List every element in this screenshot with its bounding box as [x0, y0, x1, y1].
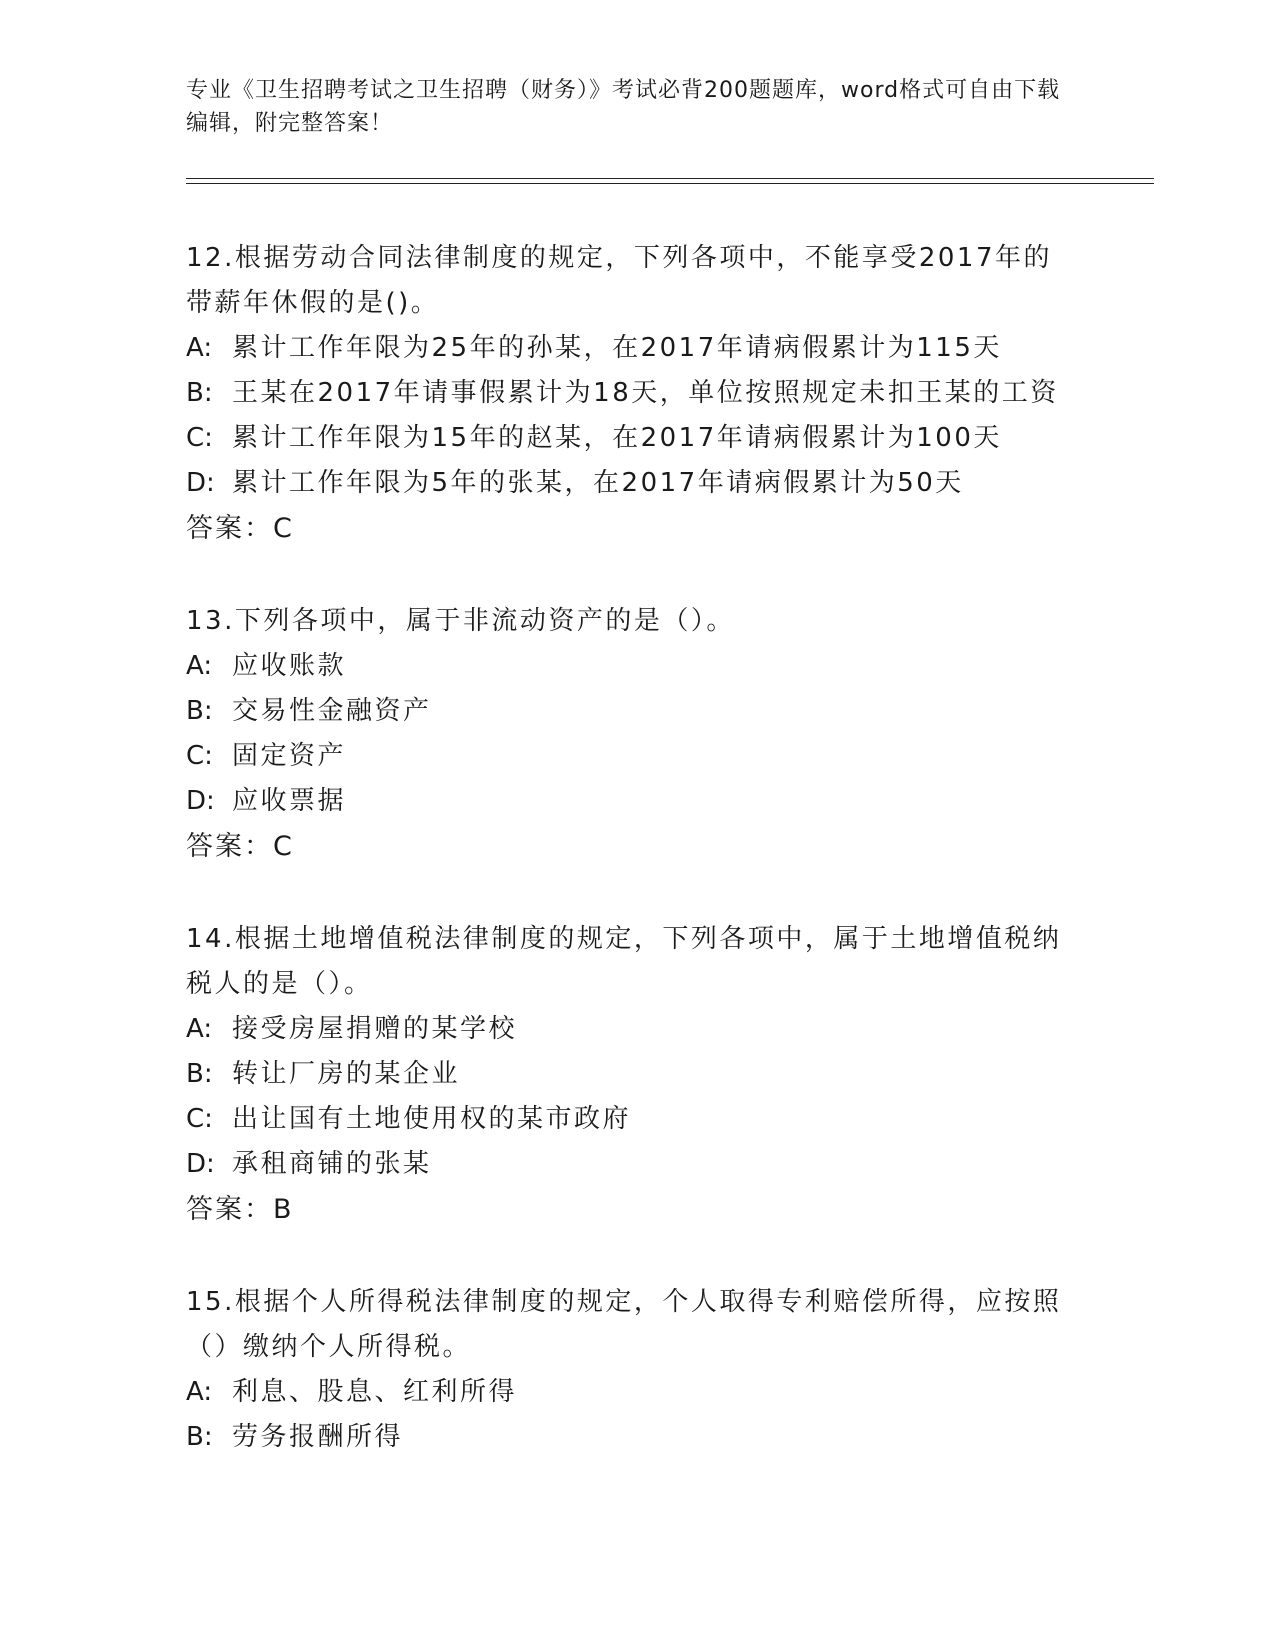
option-text: 累计工作年限为15年的赵某，在2017年请病假累计为100天 [232, 423, 1002, 453]
option-text: 累计工作年限为5年的张某，在2017年请病假累计为50天 [232, 468, 964, 498]
option-text: 应收账款 [232, 651, 347, 681]
option-a [186, 644, 1156, 689]
question-stem: 12.根据劳动合同法律制度的规定，下列各项中，不能享受2017年的带薪年休假的是()。 [186, 243, 1053, 318]
option-letter: A: [186, 333, 213, 363]
answer-label: 答案： [186, 831, 273, 862]
option-a [186, 1007, 1156, 1052]
header-divider-top [186, 178, 1154, 179]
question-12 [186, 236, 1156, 551]
option-text: 利息、股息、红利所得 [232, 1377, 518, 1407]
option-text: 出让国有土地使用权的某市政府 [232, 1104, 632, 1134]
option-b [186, 1415, 1156, 1460]
option-b [186, 371, 1156, 416]
option-b [186, 1052, 1156, 1097]
question-list [186, 236, 1156, 1508]
option-a [186, 1370, 1156, 1415]
option-text: 承租商铺的张某 [232, 1149, 432, 1179]
option-d [186, 461, 1156, 506]
question-13 [186, 599, 1156, 869]
option-text: 累计工作年限为25年的孙某，在2017年请病假累计为115天 [232, 333, 1002, 363]
option-letter: C: [186, 423, 213, 453]
option-letter: C: [186, 741, 213, 771]
answer-line [186, 1187, 1156, 1232]
question-15 [186, 1280, 1156, 1460]
option-c [186, 734, 1156, 779]
option-letter: D: [186, 1149, 215, 1179]
answer-value: C [273, 831, 292, 862]
header-divider-bottom [186, 183, 1154, 184]
option-letter: D: [186, 468, 215, 498]
option-text: 固定资产 [232, 741, 347, 771]
option-text: 应收票据 [232, 786, 347, 816]
option-text: 王某在2017年请事假累计为18天，单位按照规定未扣王某的工资 [232, 378, 1059, 408]
question-stem: 15.根据个人所得税法律制度的规定，个人取得专利赔偿所得，应按照（）缴纳个人所得税。 [186, 1287, 1062, 1362]
option-text: 转让厂房的某企业 [232, 1059, 461, 1089]
option-text: 劳务报酬所得 [232, 1422, 404, 1452]
option-b [186, 689, 1156, 734]
option-letter: A: [186, 651, 213, 681]
option-letter: C: [186, 1104, 213, 1134]
question-stem: 14.根据土地增值税法律制度的规定，下列各项中，属于土地增值税纳税人的是（）。 [186, 924, 1062, 999]
answer-line [186, 824, 1156, 869]
option-a [186, 326, 1156, 371]
answer-label: 答案： [186, 1194, 273, 1225]
option-c [186, 416, 1156, 461]
option-letter: B: [186, 1422, 213, 1452]
option-letter: B: [186, 696, 213, 726]
option-d [186, 779, 1156, 824]
option-c [186, 1097, 1156, 1142]
document-header: 专业《卫生招聘考试之卫生招聘（财务）》考试必背200题题库，word格式可自由下载编辑，附完整答案！ [186, 78, 1061, 136]
answer-label: 答案： [186, 513, 273, 544]
option-letter: B: [186, 378, 213, 408]
option-letter: A: [186, 1014, 213, 1044]
option-letter: D: [186, 786, 215, 816]
option-d [186, 1142, 1156, 1187]
answer-value: B [273, 1194, 292, 1225]
option-text: 接受房屋捐赠的某学校 [232, 1014, 518, 1044]
option-letter: B: [186, 1059, 213, 1089]
question-stem: 13.下列各项中，属于非流动资产的是（）。 [186, 606, 735, 636]
answer-value: C [273, 513, 292, 544]
answer-line [186, 506, 1156, 551]
option-text: 交易性金融资产 [232, 696, 432, 726]
question-14 [186, 917, 1156, 1232]
option-letter: A: [186, 1377, 213, 1407]
